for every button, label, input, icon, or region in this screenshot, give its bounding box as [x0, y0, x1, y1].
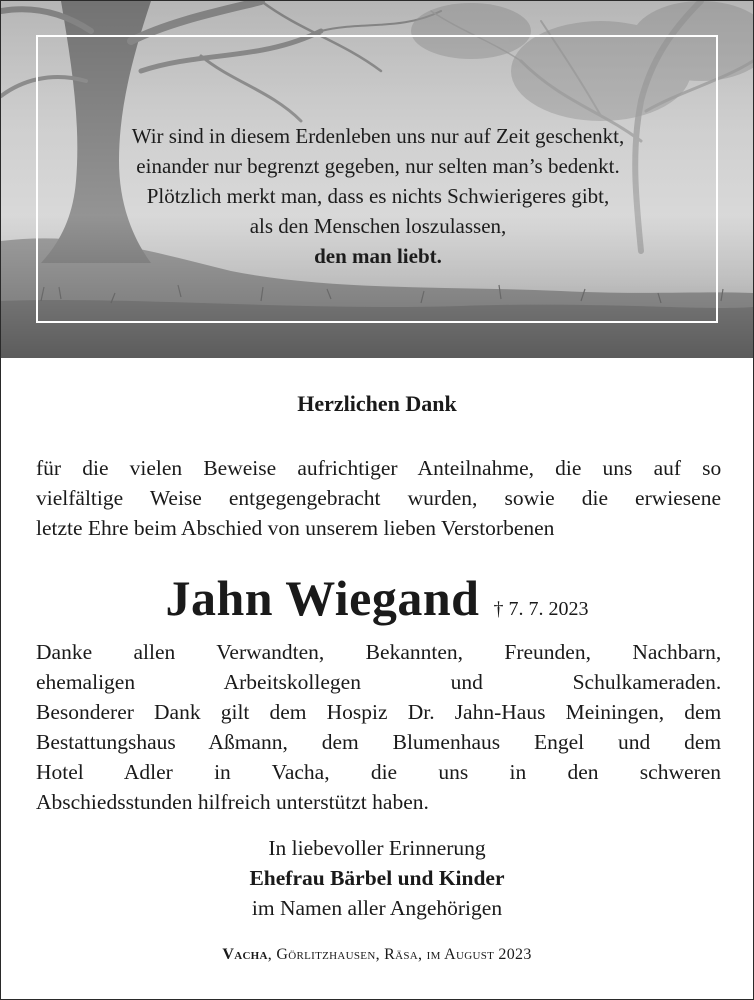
thanks-line: Abschiedsstunden hilfreich unterstützt haben.	[36, 790, 429, 814]
closing-block	[1, 833, 753, 923]
closing-line: In liebevoller Erinnerung	[268, 836, 486, 860]
thanks-line: Danke allen Verwandten, Bekannten, Freunden, Nachbarn,	[36, 640, 722, 664]
intro-line: vielfältige Weise entgegengebracht wurden, sowie die erwiesene	[36, 486, 721, 510]
thanks-line: ehemaligen Arbeitskollegen und Schulkameraden.	[36, 670, 722, 694]
poem-last-line: den man liebt.	[314, 244, 442, 268]
intro-paragraph	[36, 453, 721, 543]
intro-line: letzte Ehre beim Abschied von unserem lieben Verstorbenen	[36, 516, 555, 540]
deceased-name: Jahn Wiegand	[165, 570, 480, 626]
death-date: † 7. 7. 2023	[493, 598, 589, 620]
bereaved-names: Ehefrau Bärbel und Kinder	[249, 866, 505, 890]
thanks-line: Besonderer Dank gilt dem Hospiz Dr. Jahn-Haus Meiningen, dem	[36, 700, 722, 724]
thanks-line: Hotel Adler in Vacha, die uns in den schweren	[36, 760, 721, 784]
poem-line: einander nur begrenzt gegeben, nur selten man’s bedenkt.	[136, 154, 620, 178]
thanks-line: Bestattungshaus Aßmann, dem Blumenhaus Engel und dem	[36, 730, 722, 754]
thanks-heading: Herzlichen Dank	[297, 391, 457, 416]
deceased-row	[1, 569, 753, 627]
poem-line: Wir sind in diesem Erdenleben uns nur auf Zeit geschenkt,	[131, 124, 625, 148]
place-rest: , Görlitzhausen, Räsa, im August 2023	[267, 946, 532, 963]
place-town: Vacha	[222, 946, 268, 963]
thanks-paragraph	[36, 637, 721, 817]
poem-line: als den Menschen loszulassen,	[249, 214, 507, 238]
poem-line: Plötzlich merkt man, dass es nichts Schwierigeres gibt,	[146, 184, 610, 208]
closing-line: im Namen aller Angehörigen	[251, 896, 503, 920]
place-date	[1, 946, 753, 964]
intro-line: für die vielen Beweise aufrichtiger Anteilnahme, die uns auf so	[36, 456, 722, 480]
poem	[38, 121, 718, 271]
